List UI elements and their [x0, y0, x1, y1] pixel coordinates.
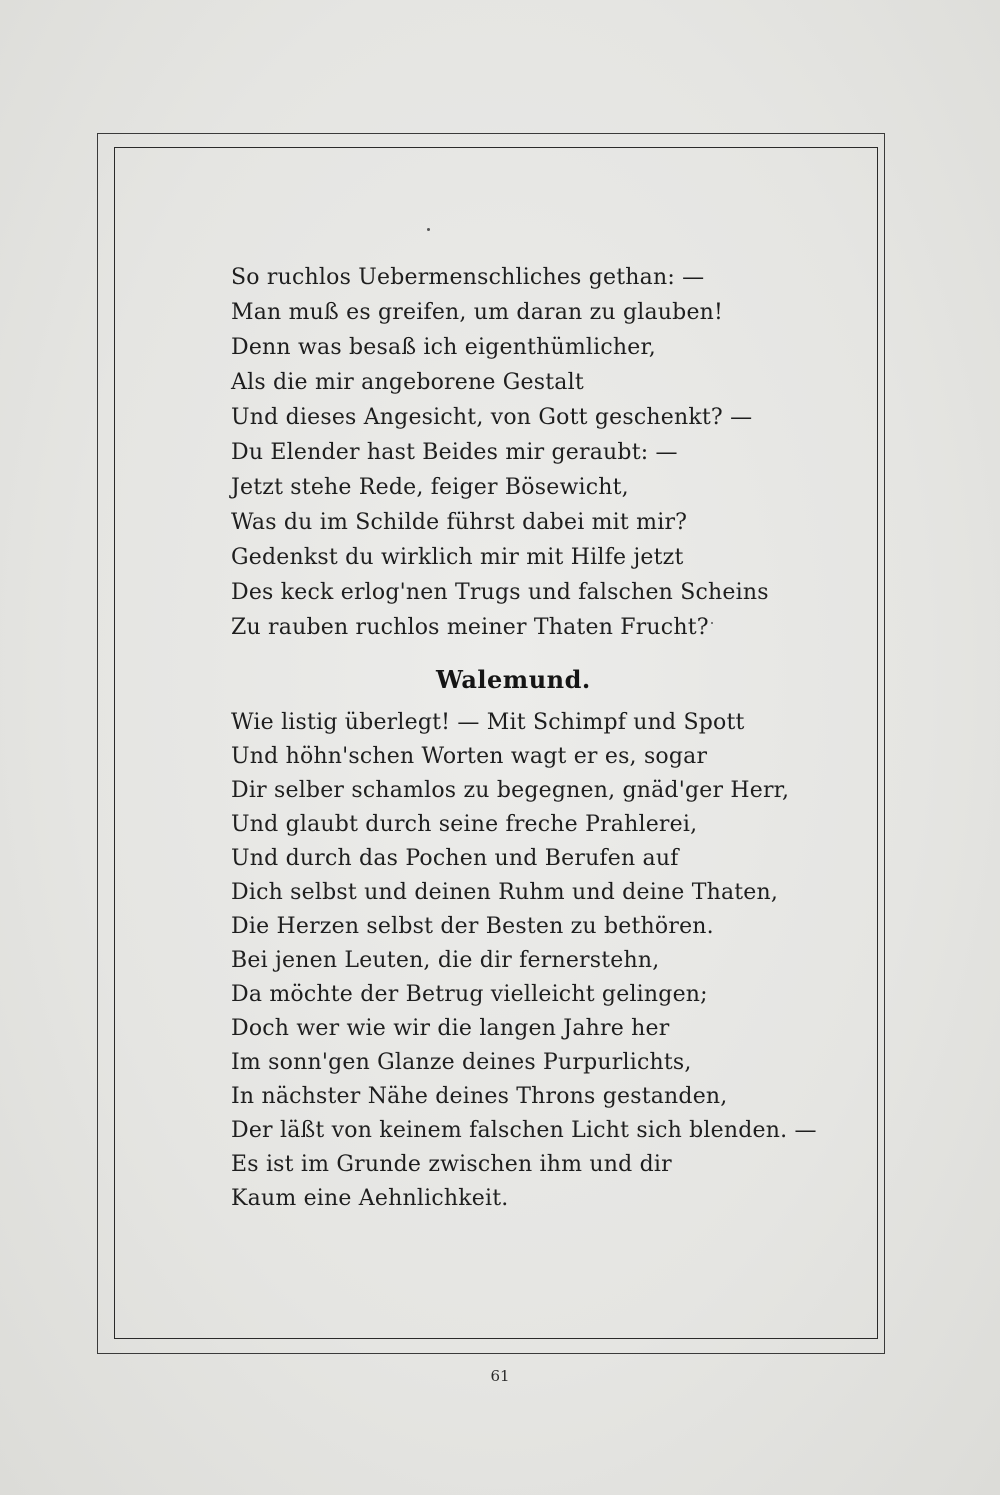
- verse-line: Es ist im Grunde zwischen ihm und dir: [231, 1152, 672, 1177]
- verse-line: Doch wer wie wir die langen Jahre her: [231, 1016, 670, 1041]
- verse-line: Dir selber schamlos zu begegnen, gnäd'ger Herr,: [231, 778, 790, 803]
- verse-line: Was du im Schilde führst dabei mit mir?: [231, 510, 688, 535]
- verse-line: Kaum eine Aehnlichkeit.: [231, 1186, 509, 1211]
- verse-line: Gedenkst du wirklich mir mit Hilfe jetzt: [231, 545, 684, 570]
- verse-line: Und dieses Angesicht, von Gott geschenkt? —: [231, 405, 753, 430]
- verse-line: Des keck erlog'nen Trugs und falschen Scheins: [231, 580, 769, 605]
- paper-speck: [427, 228, 430, 231]
- page-number: 61: [490, 1367, 510, 1385]
- verse-line: Jetzt stehe Rede, feiger Bösewicht,: [231, 475, 629, 500]
- verse-line: Im sonn'gen Glanze deines Purpurlichts,: [231, 1050, 692, 1075]
- verse-line: Wie listig überlegt! — Mit Schimpf und Spott: [231, 710, 745, 735]
- verse-line: Und glaubt durch seine freche Prahlerei,: [231, 812, 698, 837]
- verse-line: Und durch das Pochen und Berufen auf: [231, 846, 679, 871]
- verse-line: Denn was besaß ich eigenthümlicher,: [231, 335, 656, 360]
- verse-line: Man muß es greifen, um daran zu glauben!: [231, 300, 724, 325]
- verse-line: In nächster Nähe deines Throns gestanden,: [231, 1084, 728, 1109]
- verse-line: Und höhn'schen Worten wagt er es, sogar: [231, 744, 708, 769]
- verse-line: Da möchte der Betrug vielleicht gelingen;: [231, 982, 708, 1007]
- verse-line: Der läßt von keinem falschen Licht sich blenden. —: [231, 1118, 817, 1143]
- verse-line: Als die mir angeborene Gestalt: [231, 370, 584, 395]
- verse-line: Bei jenen Leuten, die dir fernerstehn,: [231, 948, 660, 973]
- paper-speck: [711, 622, 713, 624]
- verse-line: Du Elender hast Beides mir geraubt: —: [231, 440, 678, 465]
- speaker-heading: Walemund.: [436, 665, 591, 694]
- verse-line: So ruchlos Uebermenschliches gethan: —: [231, 265, 705, 290]
- verse-line: Dich selbst und deinen Ruhm und deine Thaten,: [231, 880, 779, 905]
- verse-line: Die Herzen selbst der Besten zu bethören.: [231, 914, 714, 939]
- verse-line: Zu rauben ruchlos meiner Thaten Frucht?: [231, 615, 709, 640]
